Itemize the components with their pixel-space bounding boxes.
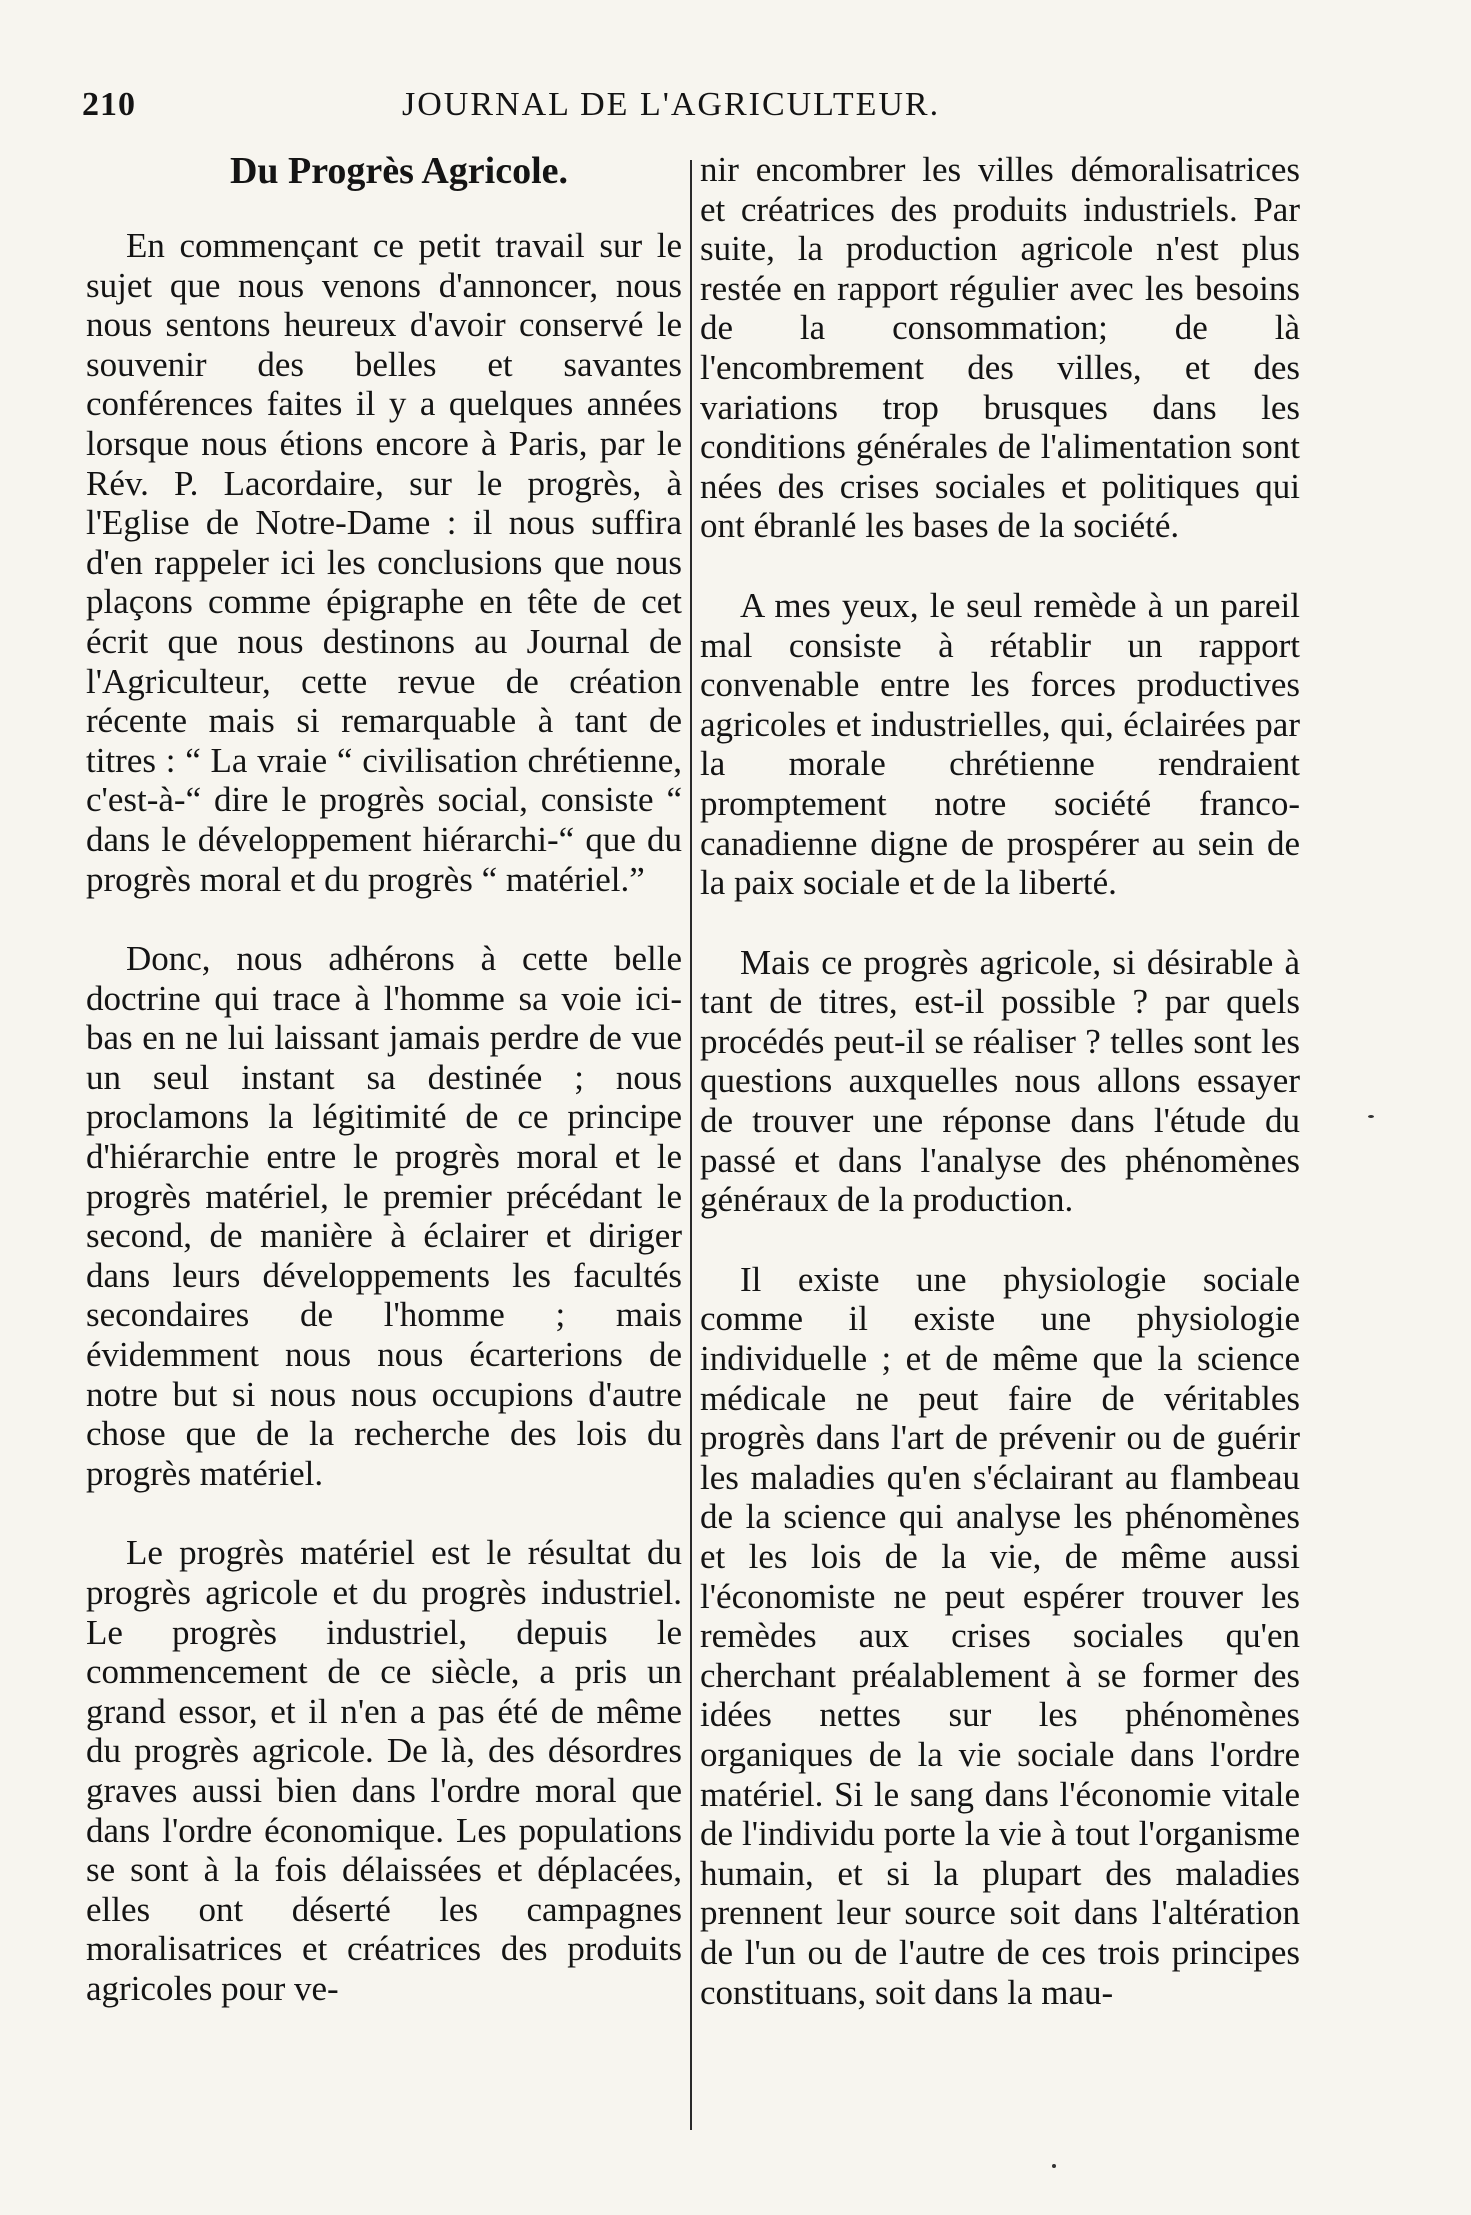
paragraph: Mais ce progrès agricole, si désirable à tant de titres, est-il possible ? par quels procédés peut-il se réaliser ? telles sont les questions auxquelles nous allons essayer de trouver une réponse dans l'étude du passé et dans l'analyse des phénomènes généraux de la production. (700, 942, 1300, 1220)
ink-speck (1368, 1115, 1374, 1118)
paragraph: Le progrès matériel est le résultat du progrès agricole et du progrès industriel. Le progrès industriel, depuis le commencement de ce siècle, a pris un grand essor, et il n'en a pas été de même du progrès agricole. De là, des désordres graves aussi bien dans l'ordre moral que dans l'ordre économique. Les populations se sont à la fois délaissées et déplacées, elles ont déserté les campagnes moralisatrices et créatrices des produits agricoles pour ve- (86, 1533, 682, 2008)
paragraph-continued: nir encombrer les villes démoralisatrices et créatrices des produits industriels. Par suite, la production agricole n'est plus restée en rapport régulier avec les besoins de la consommation; de là l'encombrement des villes, et des variations trop brusques dans les conditions générales de l'alimentation sont nées des crises sociales et politiques qui ont ébranlé les bases de la société. (700, 150, 1300, 546)
paragraph: En commençant ce petit travail sur le sujet que nous venons d'annoncer, nous nous sentons heureux d'avoir conservé le souvenir des belles et savantes conférences faites il y a quelques années lorsque nous étions encore à Paris, par le Rév. P. Lacordaire, sur le progrès, à l'Eglise de Notre-Dame : il nous suffira d'en rappeler ici les conclusions que nous plaçons comme épigraphe en tête de cet écrit que nous destinons au Journal de l'Agriculteur, cette revue de création récente mais si remarquable à tant de titres : “ La vraie “ civilisation chrétienne, c'est-à-“ dire le progrès social, consiste “ dans le développement hiérarchi-“ que du progrès moral et du progrès “ matériel.” (86, 226, 682, 899)
right-column (700, 150, 1300, 2012)
ink-speck (1052, 2164, 1056, 2168)
paragraph: Donc, nous adhérons à cette belle doctrine qui trace à l'homme sa voie ici-bas en ne lui laissant jamais perdre de vue un seul instant sa destinée ; nous proclamons la légitimité de ce principe d'hiérarchie entre le progrès moral et le progrès matériel, le premier précédant le second, de manière à éclairer et diriger dans leurs développements les facultés secondaires de l'homme ; mais évidemment nous nous écarterions de notre but si nous nous occupions d'autre chose que de la recherche des lois du progrès matériel. (86, 939, 682, 1493)
page-number: 210 (82, 86, 136, 123)
page-header (82, 86, 1312, 136)
running-title: JOURNAL DE L'AGRICULTEUR. (402, 86, 941, 123)
paragraph: A mes yeux, le seul remède à un pareil mal consiste à rétablir un rapport convenable entre les forces productives agricoles et industrielles, qui, éclairées par la morale chrétienne rendraient promptement notre société franco-canadienne digne de prospérer au sein de la paix sociale et de la liberté. (700, 585, 1300, 903)
article-title: Du Progrès Agricole. (229, 150, 569, 192)
paragraph: Il existe une physiologie sociale comme il existe une physiologie individuelle ; et de même que la science médicale ne peut faire de véritables progrès dans l'art de prévenir ou de guérir les maladies qu'en s'éclairant au flambeau de la science qui analyse les phénomènes et les lois de la vie, de même aussi l'économiste ne peut espérer trouver les remèdes aux crises sociales qu'en cherchant préalablement à se former des idées nettes sur les phénomènes organiques de la vie sociale dans l'ordre matériel. Si le sang dans l'économie vitale de l'individu porte la vie à tout l'organisme humain, et si la plupart des maladies prennent leur source soit dans l'altération de l'un ou de l'autre de ces trois principes constituans, soit dans la mau- (700, 1259, 1300, 2012)
left-column (86, 150, 682, 2009)
column-divider (690, 160, 692, 2130)
